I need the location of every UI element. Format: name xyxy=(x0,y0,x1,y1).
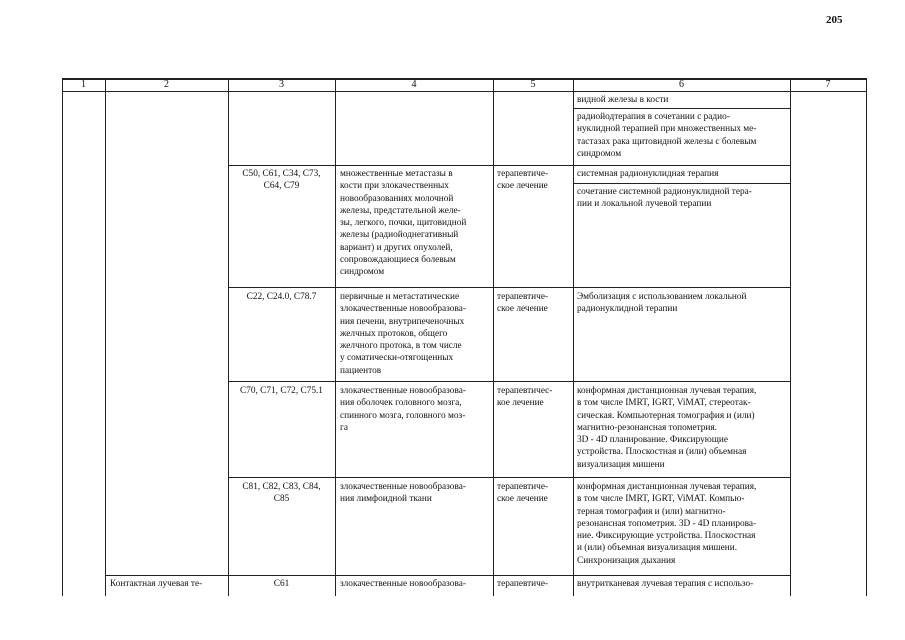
header-col-1: 1 xyxy=(81,79,86,90)
header-col-7: 7 xyxy=(825,79,831,90)
method-cell: радиойодтерапия в сочетании с радио- нуклидной терапией при множественных ме- тастазах рака щитовидной железы с болевым синдромом xyxy=(577,112,757,159)
header-bottom-border xyxy=(62,91,867,92)
row-divider xyxy=(573,183,790,184)
col-border xyxy=(866,78,867,596)
col-border xyxy=(228,78,229,596)
codes-cell: C81, C82, C83, C84, C85 xyxy=(242,482,321,505)
method-cell: конформная дистанционная лучевая терапия, в том числе IMRT, IGRT, ViMAT, стереотак- сическая. Компьютерная томография и (или) магнитно-резонансная топометрия. 3D - 4D планирование. Фиксирующие устройства. Плоскостная и (или) объемная визуализация мишени xyxy=(577,386,757,470)
procedure-name-cell: Контактная лучевая те- xyxy=(110,579,203,589)
codes-cell: C50, C61, C34, C73, C64, C79 xyxy=(242,169,321,192)
method-cell: конформная дистанционная лучевая терапия, в том числе IMRT, IGRT, ViMAT. Компью- терная томография и (или) магнитно- резонансная топометрия. 3D - 4D планирова- ние. Фиксирующие устройства. Плоскостная и (или) объемная визуализация мишени. Синхронизация дыхания xyxy=(577,482,757,566)
treatment-cell: терапевтиче- ское лечение xyxy=(497,169,549,192)
header-col-5: 5 xyxy=(530,79,536,90)
row-divider xyxy=(105,575,790,576)
codes-cell: C22, C24.0, C78.7 xyxy=(246,292,317,302)
page-number: 205 xyxy=(826,14,843,26)
method-cell: внутритканевая лучевая терапия с использо- xyxy=(577,579,754,589)
codes-cell: C61 xyxy=(273,579,290,589)
row-divider xyxy=(228,165,790,166)
method-cell: видной железы в кости xyxy=(577,95,669,105)
disease-cell: злокачественные новообразова- xyxy=(340,579,466,589)
treatment-cell: терапевтичес- кое лечение xyxy=(497,386,553,409)
header-col-4: 4 xyxy=(411,79,417,90)
col-border xyxy=(493,78,494,596)
disease-cell: первичные и метастатические злокачественные новообразова- ния печени, внутрипеченочных желчных протоков, общего желчного протока, в том числе у соматически-отягощенных пациентов xyxy=(340,292,466,376)
col-border xyxy=(790,78,791,596)
disease-cell: злокачественные новообразова- ния оболочек головного мозга, спинного мозга, головного моз- га xyxy=(340,386,466,433)
header-col-6: 6 xyxy=(679,79,684,90)
col-border xyxy=(573,78,574,596)
treatment-cell: терапевтиче- ское лечение xyxy=(497,482,549,505)
treatment-cell: терапевтиче- ское лечение xyxy=(497,292,549,315)
header-col-3: 3 xyxy=(279,79,284,90)
header-col-2: 2 xyxy=(164,79,169,90)
col-border xyxy=(62,78,63,596)
col-border xyxy=(105,78,106,596)
row-divider xyxy=(573,108,790,109)
codes-cell: C70, C71, C72, C75.1 xyxy=(240,386,323,396)
row-divider xyxy=(228,287,790,288)
col-border xyxy=(335,78,336,596)
row-divider xyxy=(228,381,790,382)
disease-cell: злокачественные новообразова- ния лимфоидной ткани xyxy=(340,482,466,505)
row-divider xyxy=(228,477,790,478)
method-cell: Эмболизация с использованием локальной радионуклидной терапии xyxy=(577,292,747,315)
method-cell: сочетание системной радионуклидной тера- пии и локальной лучевой терапии xyxy=(577,187,752,210)
disease-cell: множественные метастазы в кости при злокачественных новообразованиях молочной железы, предстательной желе- зы, легкого, почки, щитовидной железы (радиойоднегативный вариант) и других опухолей, сопровождающиеся болевым синдромом xyxy=(340,169,467,278)
method-cell: системная радионуклидная терапия xyxy=(577,169,719,179)
treatment-cell: терапевтиче- xyxy=(497,579,549,589)
